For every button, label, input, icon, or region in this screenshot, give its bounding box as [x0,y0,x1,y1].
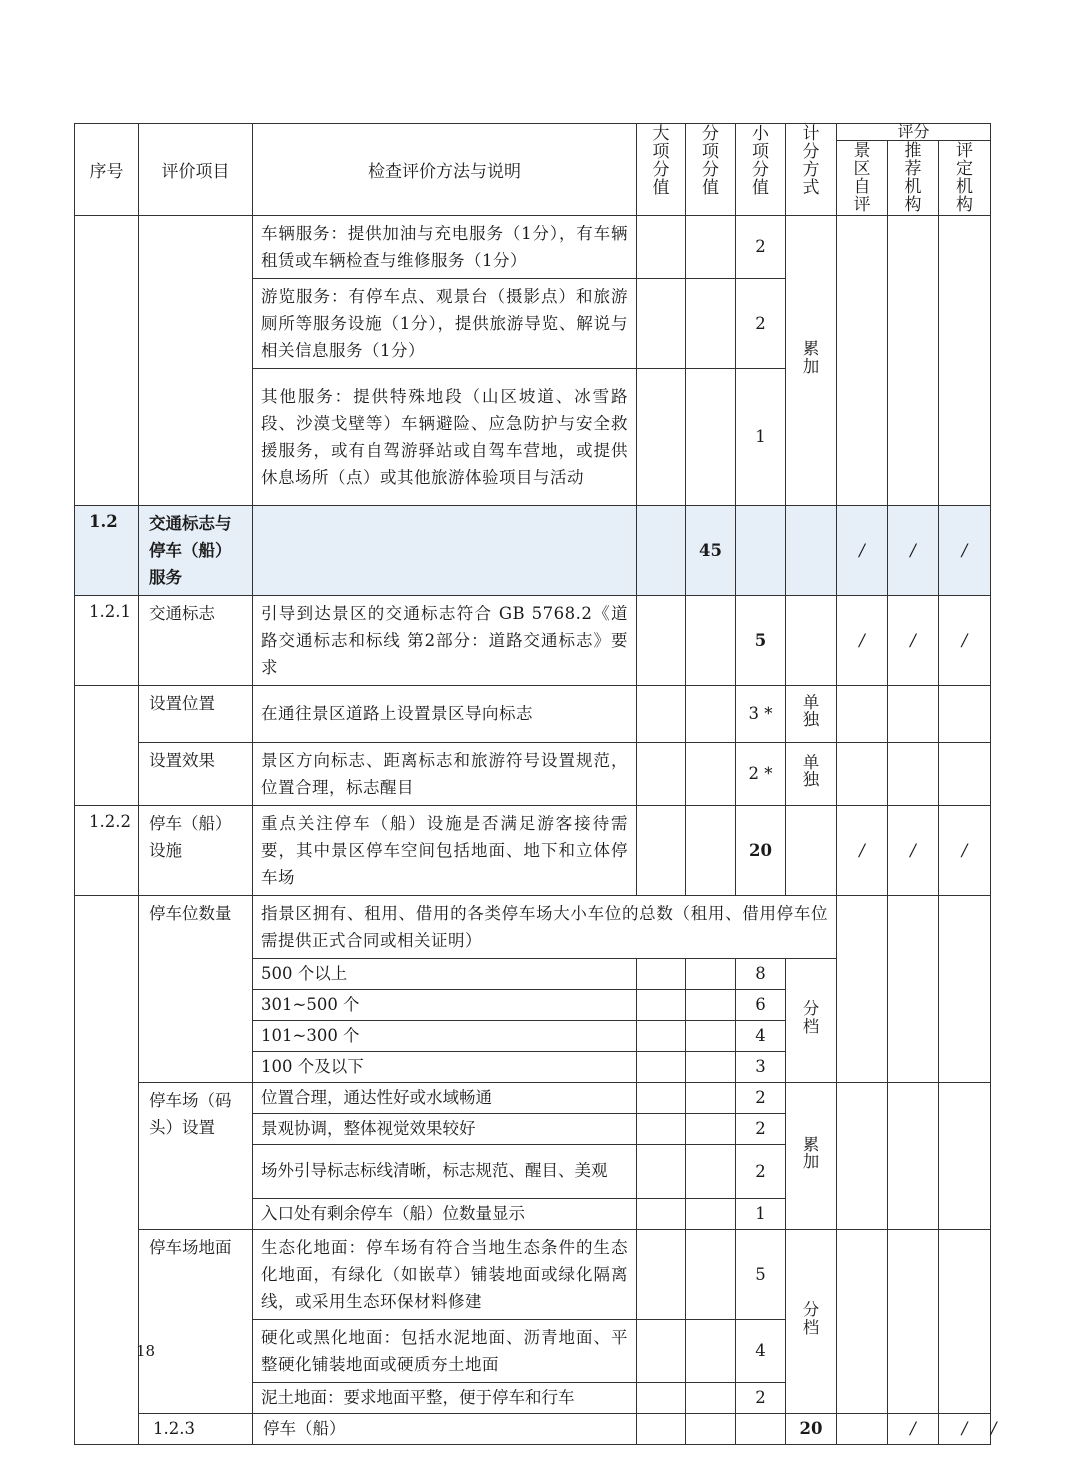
scoring-mode: 累加 [786,215,837,505]
header-sub-score: 分项分值 [686,124,736,216]
section-seq: 1.2.1 [75,595,139,685]
method-text: 游览服务：有停车点、观景台（摄影点）和旅游厕所等服务设施（1分），提供旅游导览、解说与相关信息服务（1分） [253,278,637,368]
option-label: 生态化地面：停车场有符合当地生态条件的生态化地面，有绿化（如嵌草）铺装地面或绿化隔离线，或采用生态环保材料修建 [253,1229,637,1319]
section-seq: 1.2.2 [75,805,139,895]
page-number: 18 [136,1342,156,1360]
header-minor-score: 小项分值 [736,124,786,216]
option-label: 硬化或黑化地面：包括水泥地面、沥青地面、平整硬化铺装地面或硬质夯土地面 [253,1319,637,1382]
slash-mark: / [939,595,991,685]
minor-score: 2 [736,1144,786,1198]
minor-score: 6 [736,989,786,1020]
header-item: 评价项目 [139,124,253,216]
scoring-mode: 单独 [786,685,837,742]
method-text: 重点关注停车（船）设施是否满足游客接待需要，其中景区停车空间包括地面、地下和立体停车场 [253,805,637,895]
method-text: 引导到达景区的交通标志符合 GB 5768.2《道路交通标志和标线 第2部分：道路交通标志》要求 [253,595,637,685]
slash-mark: / [939,805,991,895]
option-label: 泥土地面：要求地面平整，便于停车和行车 [253,1382,637,1413]
item-label: 停车场（码头）设置 [139,1082,253,1229]
option-label: 入口处有剩余停车（船）位数量显示 [253,1198,637,1229]
section-row [75,505,991,595]
minor-score: 3 [736,1051,786,1082]
minor-score: 20 [736,805,786,895]
item-label: 设置位置 [139,685,253,742]
item-label: 停车位数量 [139,895,253,1082]
table-row [75,742,991,805]
scoring-mode: 累加 [786,1082,837,1229]
section-item: 停车（船） [253,1413,637,1444]
slash-mark: / [939,1413,991,1444]
slash-mark: / [837,595,888,685]
minor-score: 4 [736,1020,786,1051]
section-seq: 1.2 [75,505,139,595]
option-label: 景观协调，整体视觉效果较好 [253,1113,637,1144]
minor-score: 20 [786,1413,837,1444]
option-label: 场外引导标志标线清晰，标志规范、醒目、美观 [253,1144,637,1198]
option-label: 位置合理，通达性好或水域畅通 [253,1082,637,1113]
sub-score: 45 [686,505,736,595]
section-seq: 1.2.3 [139,1413,253,1444]
minor-score: 2 [736,215,786,278]
minor-score: 2 [736,278,786,368]
header-method: 检查评价方法与说明 [253,124,637,216]
evaluation-table [74,122,997,1445]
minor-score: 2 [736,1382,786,1413]
option-label: 100 个及以下 [253,1051,637,1082]
item-label: 停车场地面 [139,1229,253,1413]
minor-score: 5 [736,1229,786,1319]
option-label: 500 个以上 [253,958,637,989]
option-label: 101~300 个 [253,1020,637,1051]
header-recommend: 推荐机构 [888,141,939,216]
slash-mark: / [837,505,888,595]
section-item: 停车（船）设施 [139,805,253,895]
header-assess: 评定机构 [939,141,991,216]
minor-score: 5 [736,595,786,685]
method-text: 在通往景区道路上设置景区导向标志 [253,685,637,742]
method-text: 车辆服务：提供加油与充电服务（1分），有车辆租赁或车辆检查与维修服务（1分） [253,215,637,278]
table-row [75,895,991,958]
scoring-mode: 分档 [786,1229,837,1413]
option-label: 301~500 个 [253,989,637,1020]
scoring-mode: 单独 [786,742,837,805]
table-row [75,1082,991,1113]
scoring-mode: 分档 [786,958,837,1082]
minor-score: 4 [736,1319,786,1382]
header-scoring-mode: 计分方式 [786,124,837,216]
table-row [75,1229,991,1319]
minor-score: 1 [736,368,786,505]
table-row [75,215,991,278]
minor-score: 8 [736,958,786,989]
minor-score: 3 * [736,685,786,742]
method-text: 其他服务：提供特殊地段（山区坡道、冰雪路段、沙漠戈壁等）车辆避险、应急防护与安全救援服务，或有自驾游驿站或自驾车营地，或提供休息场所（点）或其他旅游体验项目与活动 [253,368,637,505]
section-item: 交通标志与停车（船）服务 [139,505,253,595]
minor-score: 1 [736,1198,786,1229]
item-label: 设置效果 [139,742,253,805]
slash-mark: / [888,505,939,595]
section-row [75,595,991,685]
header-major-score: 大项分值 [637,124,686,216]
section-row [75,805,991,895]
table-row [75,685,991,742]
header-rating: 评分 [837,124,991,141]
minor-score: 2 [736,1113,786,1144]
slash-mark: / [888,1413,939,1444]
minor-score: 2 * [736,742,786,805]
slash-mark: / [888,595,939,685]
header-row [75,124,991,141]
slash-mark: / [888,805,939,895]
section-row: 1.2.3 停车（船） 20 / / / [75,1413,991,1444]
slash-mark: / [837,805,888,895]
method-text: 景区方向标志、距离标志和旅游符号设置规范，位置合理，标志醒目 [253,742,637,805]
slash-mark: / [939,505,991,595]
minor-score: 2 [736,1082,786,1113]
header-self-eval: 景区自评 [837,141,888,216]
header-seq: 序号 [75,124,139,216]
section-item: 交通标志 [139,595,253,685]
method-text: 指景区拥有、租用、借用的各类停车场大小车位的总数（租用、借用停车位需提供正式合同或相关证明） [253,895,837,958]
